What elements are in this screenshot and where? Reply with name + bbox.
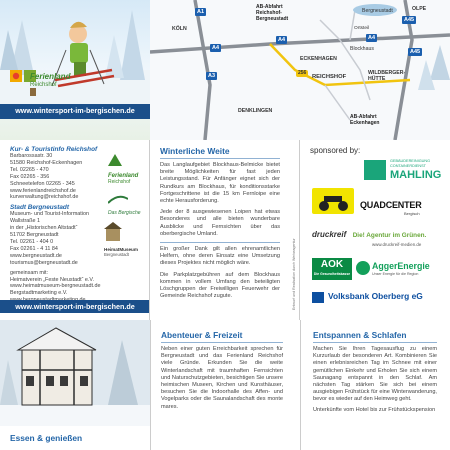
- kur-title: Kur- & Touristinfo Reichshof: [10, 146, 98, 153]
- stadt-line: Museum- und Tourist-Information: [10, 211, 89, 218]
- mahling-logo: [364, 158, 444, 182]
- logo-heimatmuseum-sub: Bergneustadt: [104, 252, 129, 257]
- winterliche-paragraph: Das Langlaufgebiet Blockhaus-Belmicke bietet breite Möglichkeiten für fast jeden Leistungsstand. Für Anfänger eignet sich der Rundkurs am Blockhaus, für konditionsstarke Fortgeschrittene ist die 15 km Fernloipe eine echte Herausforderung.: [160, 162, 280, 205]
- stadt-title: Stadt Bergneustadt: [10, 204, 69, 212]
- winterliche-paragraph: Jede der 8 ausgewiesenen Loipen hat etwas Besonderes und alle bieten wunderbare Ausblicke und Fernsichten über das oberbergische Umland.: [160, 209, 280, 237]
- city-eckenhagen: ECKENHAGEN: [300, 56, 337, 62]
- sponsors-title: sponsored by:: [310, 146, 361, 155]
- city-ortsteil: Ortsteil: [354, 26, 370, 31]
- quad-bike-icon: [312, 186, 354, 216]
- agger-sub: Unser Energie für die Region: [372, 272, 419, 276]
- bergische-swoosh-icon: [108, 193, 128, 205]
- druckreif-url[interactable]: www.druckreif-medien.de: [372, 242, 422, 247]
- kur-email[interactable]: kurverwaltung@reichshof.de: [10, 194, 79, 201]
- museum-building-icon: [104, 222, 122, 242]
- mahling-name: MAHLING: [390, 169, 442, 181]
- kur-line: Barbarossastr. 30: [10, 153, 53, 159]
- stadt-line: Fax 02261 - 4 11 84: [10, 245, 58, 252]
- ferienland-tree-icon: [108, 154, 122, 168]
- agger-ball-icon: [356, 261, 370, 275]
- divider: [0, 117, 150, 119]
- essen-panel: [0, 320, 150, 450]
- city-wildbergerhuette: WILDBERGER- HÜTTE: [368, 70, 406, 82]
- city-blockhaus: Blockhaus: [350, 46, 374, 52]
- stadt-link[interactable]: www.bergneustadt.de: [10, 252, 62, 259]
- kur-link[interactable]: www.ferienlandreichshof.de: [10, 187, 76, 194]
- road-map: [150, 0, 450, 140]
- road-a45-1: A45: [404, 17, 415, 23]
- stadt-email[interactable]: tourismus@bergneustadt.de: [10, 259, 78, 266]
- das-bergische-logo: [108, 192, 142, 216]
- sponsors-panel: [300, 140, 450, 320]
- divider: [313, 342, 437, 343]
- gemeinsam-line: Heimatverein „Feste Neustadt“ e.V.: [10, 276, 94, 283]
- gemeinsam-title: gemeinsam mit:: [10, 269, 49, 276]
- kur-line: 51580 Reichshof-Eckenhagen: [10, 159, 83, 166]
- stadt-line: 51702 Bergneustadt: [10, 232, 59, 239]
- road-a45-2: A45: [410, 49, 421, 55]
- road-a1: A1: [197, 9, 205, 15]
- quadcenter-sub: Bergisch: [404, 211, 420, 216]
- logo-reichshof-label: Reichshof: [108, 179, 131, 185]
- exit-eckenhagen: AB-Abfahrt Eckenhagen: [350, 114, 380, 126]
- stadt-line: in der „Historischen Altstadt“: [10, 225, 78, 232]
- stadt-line: Tel. 02261 - 404 0: [10, 238, 54, 245]
- city-bergneustadt: Bergneustadt: [362, 8, 393, 14]
- volksbank-logo: [312, 290, 448, 306]
- road-a3: A3: [208, 73, 216, 79]
- winterliche-paragraph: Ein großer Dank gilt allen ehrenamtlichen Helfern, ohne deren Einsatz eine Umsetzung dieses Projektes nicht möglich wäre.: [160, 246, 280, 267]
- winterliche-weite-panel: [150, 140, 300, 320]
- essen-title: Essen & genießen: [10, 433, 83, 443]
- website-bar-top[interactable]: www.wintersport-im-bergischen.de: [0, 104, 150, 117]
- divider: [160, 242, 280, 243]
- quadcenter-name: QUADCENTER: [360, 200, 422, 210]
- druckreif-brand: druckreif: [312, 230, 347, 239]
- kur-line: Tel. 02265 - 470: [10, 166, 49, 173]
- contact-panel: [0, 140, 150, 320]
- road-a4-2: A4: [278, 37, 286, 43]
- agger-name: AggerEnergie: [372, 261, 430, 271]
- druckreif-tagline: Die! Agentur im Grünen.: [352, 232, 427, 239]
- logo-ferienland-label: Ferienland: [108, 173, 139, 179]
- cover-panel: [0, 0, 150, 140]
- kur-line: Schneetelefon 02265 - 345: [10, 180, 75, 187]
- mahling-small: GEBÄUDEREINIGUNG CONTAINERDIENST: [390, 159, 431, 168]
- volksbank-name: Volksbank Oberberg eG: [328, 291, 423, 301]
- city-reichshof: REICHSHOF: [312, 74, 347, 80]
- winter-house-photo: [0, 320, 150, 426]
- gemeinsam-link[interactable]: www.heimatmuseum-bergneustadt.de: [10, 283, 101, 290]
- road-256: 256: [298, 70, 307, 76]
- aggerenergie-logo: [356, 258, 448, 280]
- aok-name: AOK: [320, 259, 344, 270]
- winterliche-paragraph: Die Parkplatzgebühren auf dem Blockhaus kommen in vollem Umfang den beteiligten Löschgruppen der Freiwilligen Feuerwehr der Gemeinde Reichshof zugute.: [160, 271, 280, 300]
- abenteuer-text: Neben einer guten Erreichbarkeit sprechen für Bergneustadt und das Ferienland Reichshof viele Gründe. Erkunden Sie die weite Winterlandschaft mit traumhaften Fernsichten und Naturschutzgebieten, besichtigen Sie unsere heimischen Museen, Kirchen und Kunsthäuser, besuchen Sie die Indoorhalle des Affen- und Vogelparks oder die Saunalandschaft des monte mares.: [161, 346, 283, 410]
- winter-trees-illustration: [0, 0, 150, 104]
- abenteuer-title: Abenteuer & Freizeit: [161, 330, 243, 340]
- logo-heimatmuseum-label: HeimatMuseum: [104, 247, 138, 252]
- divider: [160, 158, 280, 159]
- druckreif-logo: [312, 224, 447, 247]
- ferienland-brand: Ferienland: [30, 72, 71, 81]
- city-olpe: OLPE: [412, 6, 427, 12]
- city-koeln: KÖLN: [172, 26, 187, 32]
- aok-logo: [312, 258, 352, 280]
- website-bar-bottom[interactable]: www.wintersport-im-bergischen.de: [0, 300, 150, 313]
- logo-bergische-label: Das Bergische: [108, 210, 141, 216]
- ferienland-reichshof-logo: [108, 154, 142, 185]
- road-a4-1: A4: [212, 45, 220, 51]
- entspannen-text: Machen Sie Ihren Tagesausflug zu einem Kurzurlaub der besonderen Art. Kombinieren Sie einen erlebnisreichen Tag im Schnee mit einer gemütlichen Einkehr und Erholen Sie sich einem Saunagang entspannt in den Schlaf. Am nächsten Tag stärken Sie sich bei einem ausgiebigen Frühstück für eine Winterwanderung, bevor es wieder auf den Heimweg geht.: [313, 346, 437, 403]
- kur-line: Fax 02265 - 356: [10, 173, 50, 180]
- abenteuer-panel: [150, 320, 300, 450]
- gemeinsam-line: Bergstadtmarketing e.V.: [10, 290, 68, 297]
- design-credit: Entwurf und Realisation durch Werbeagentur: [292, 238, 296, 310]
- divider: [161, 342, 283, 343]
- entspannen-panel: [300, 320, 450, 450]
- heimatmuseum-logo: [104, 222, 140, 257]
- winterliche-title: Winterliche Weite: [160, 146, 230, 156]
- aok-sub: Die Gesundheitskasse: [313, 272, 351, 276]
- exit-reichshof-bergneustadt: AB-Abfahrt Reichshof- Bergneustadt: [256, 4, 289, 22]
- city-denklingen: DENKLINGEN: [238, 108, 273, 114]
- volksbank-x-icon: [312, 292, 324, 303]
- stadt-line: Wallstraße 1: [10, 218, 41, 225]
- ferienland-subbrand: Reichshof: [30, 82, 57, 88]
- quadcenter-logo: [312, 186, 442, 216]
- road-a4-3: A4: [368, 35, 376, 41]
- ferienland-logo: [30, 72, 74, 94]
- entspannen-text-2: Unterkünfte vom Hotel bis zur Frühstückspension: [313, 406, 436, 413]
- entspannen-title: Entspannen & Schlafen: [313, 330, 407, 340]
- mahling-m-icon: [364, 160, 386, 180]
